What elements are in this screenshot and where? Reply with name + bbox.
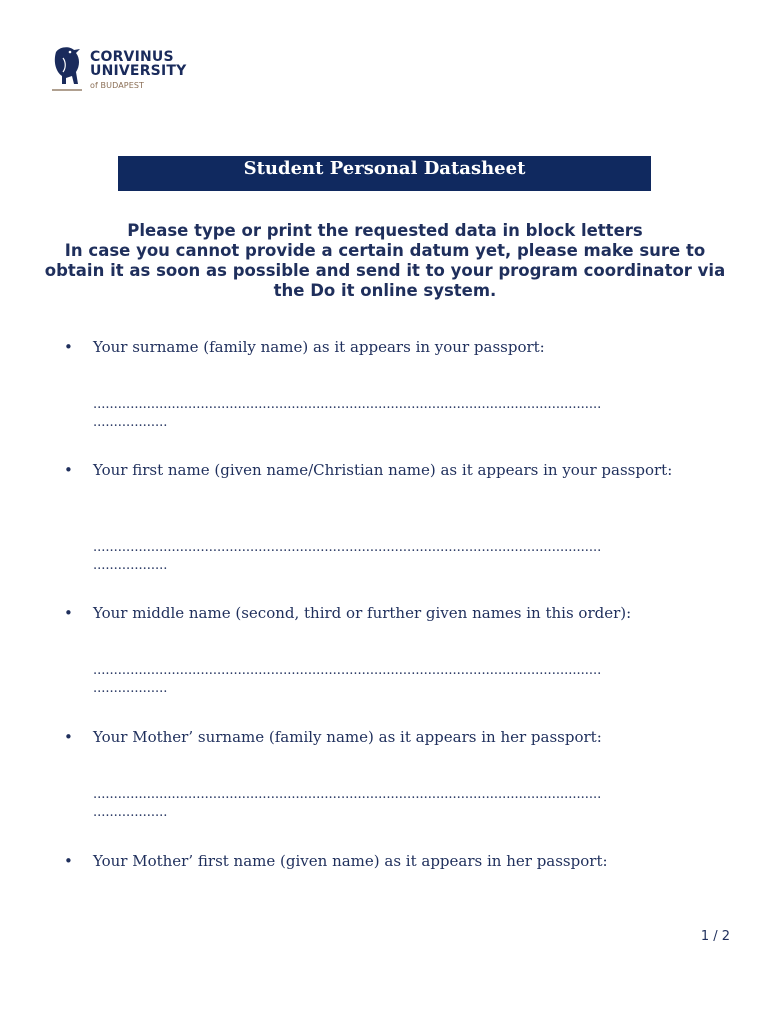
field-question: Your surname (family name) as it appears in your passport: [93, 338, 545, 356]
bullet: • [64, 604, 73, 622]
fill-line-continued[interactable]: .................. [93, 805, 168, 820]
bullet: • [64, 728, 73, 746]
fill-line-continued[interactable]: .................. [93, 681, 168, 696]
fill-line[interactable]: ........................................................................................................................... [93, 397, 602, 412]
fill-line-continued[interactable]: .................. [93, 558, 168, 573]
instructions [40, 221, 730, 301]
page-number: 1 / 2 [700, 929, 730, 944]
field-question: Your first name (given name/Christian name) as it appears in your passport: [93, 461, 673, 479]
page-title: Student Personal Datasheet [118, 156, 651, 191]
logo-underline [52, 89, 82, 91]
instructions-line1: Please type or print the requested data in block letters [127, 221, 643, 240]
fill-line-continued[interactable]: .................. [93, 415, 168, 430]
fill-line[interactable]: ........................................................................................................................... [93, 787, 602, 802]
field-question: Your Mother’ first name (given name) as it appears in her passport: [93, 852, 608, 870]
logo-text-corvinus: CORVINUS [90, 49, 174, 65]
university-logo [50, 44, 210, 94]
bullet: • [64, 852, 73, 870]
bullet: • [64, 461, 73, 479]
instructions-line2: In case you cannot provide a certain datum yet, please make sure to obtain it as soon as possible and send it to your program coordinator via the Do it online system. [44, 241, 726, 300]
field-question: Your Mother’ surname (family name) as it appears in her passport: [93, 728, 602, 746]
fill-line[interactable]: ........................................................................................................................... [93, 663, 602, 678]
field-question: Your middle name (second, third or further given names in this order): [93, 604, 632, 622]
fill-line[interactable]: ........................................................................................................................... [93, 540, 602, 555]
logo-text-university: UNIVERSITY [90, 63, 187, 79]
logo-text-budapest: of BUDAPEST [90, 81, 145, 90]
raven-icon [50, 44, 86, 88]
bullet: • [64, 338, 73, 356]
